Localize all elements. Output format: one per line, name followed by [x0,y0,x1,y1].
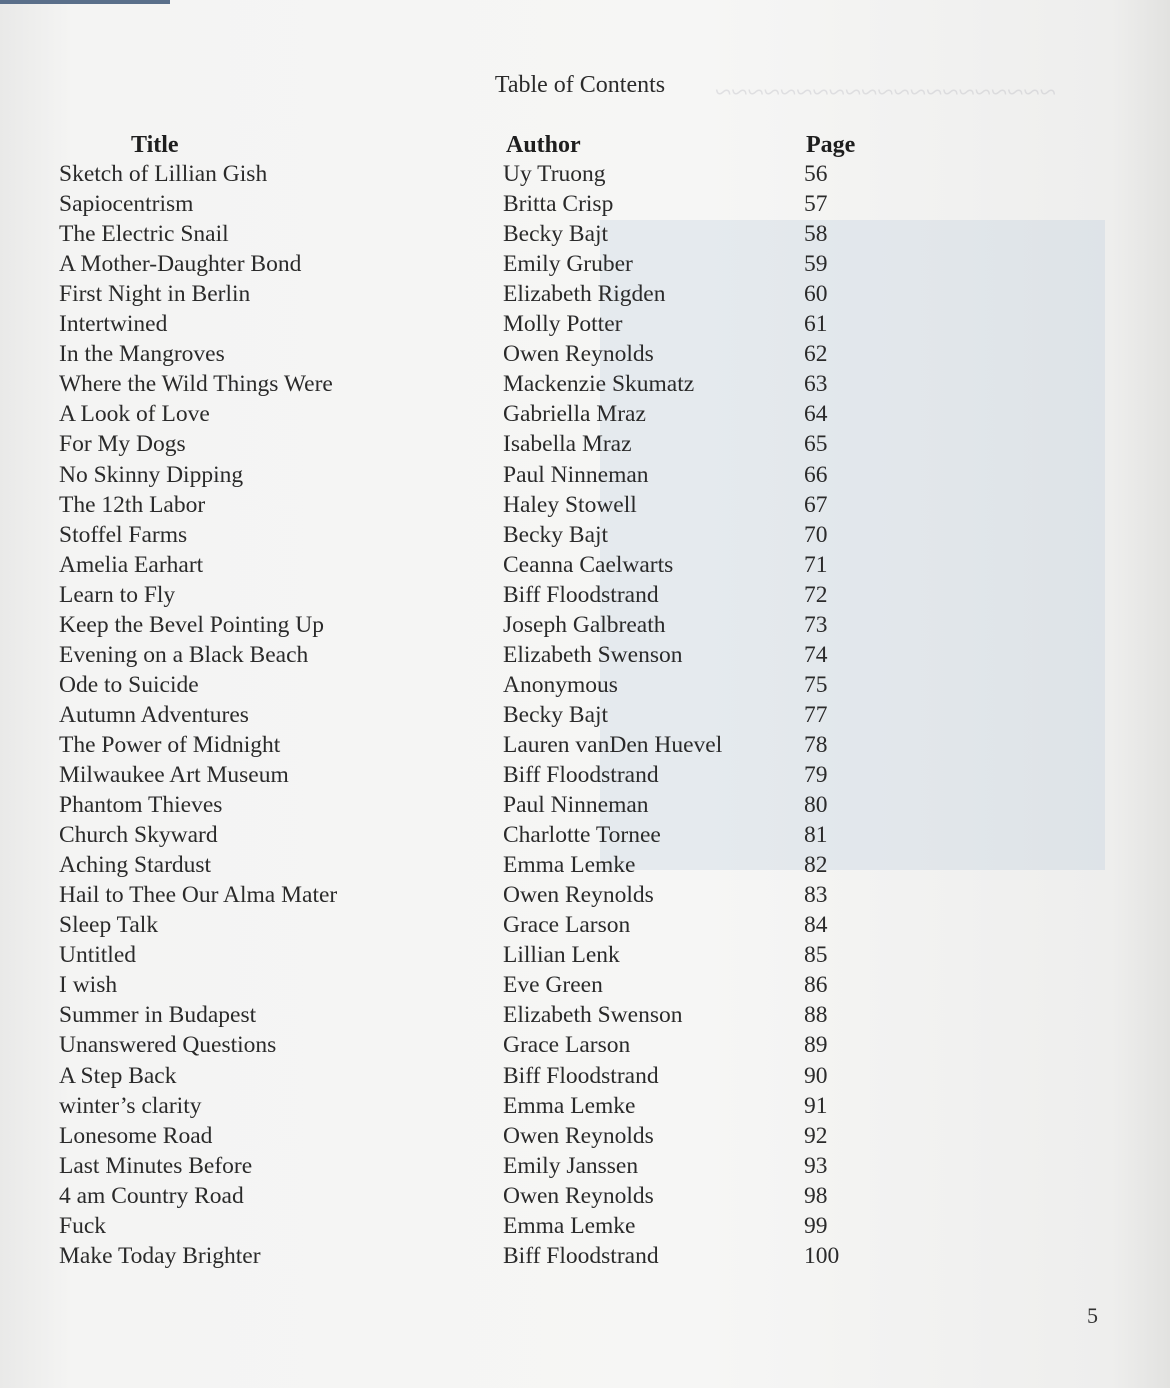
toc-entry [0,492,1170,522]
entry-title: Lonesome Road [59,1122,213,1149]
entry-page: 82 [804,852,828,879]
entry-title: Untitled [59,942,137,969]
toc-entry [0,221,1170,251]
entry-author: Elizabeth Swenson [503,1002,683,1029]
toc-entry [0,1093,1170,1123]
entry-title: I wish [59,972,118,999]
entry-author: Gabriella Mraz [503,401,646,428]
bleed-through-decoration: ~~~~~~~~~~~~~~~~~~~~~ [715,76,1056,109]
entry-author: Biff Floodstrand [503,1242,659,1269]
entry-author: Biff Floodstrand [503,762,659,788]
entry-author: Elizabeth Rigden [503,281,666,308]
toc-entry [0,972,1170,1002]
entry-title: Learn to Fly [59,581,176,608]
toc-entry [0,341,1170,371]
entry-page: 89 [804,1032,828,1059]
entry-title: Summer in Budapest [59,1002,257,1029]
toc-entry [0,582,1170,612]
entry-page: 58 [804,221,828,248]
entry-author: Lillian Lenk [503,942,620,969]
entry-page: 56 [804,161,828,187]
entry-author: Grace Larson [503,1032,631,1059]
toc-entry [0,552,1170,582]
toc-entry [0,161,1170,191]
entry-title: Phantom Thieves [59,792,223,819]
entry-author: Ceanna Caelwarts [503,551,674,578]
entry-page: 99 [804,1212,828,1239]
entry-page: 59 [804,251,828,278]
entry-author: Britta Crisp [503,191,614,218]
toc-entry [0,792,1170,822]
entry-page: 81 [804,822,828,849]
toc-entry [0,732,1170,762]
entry-author: Owen Reynolds [503,1182,654,1209]
toc-entry [0,672,1170,702]
entry-page: 67 [804,491,828,518]
entry-page: 85 [804,942,828,969]
entry-title: Sketch of Lillian Gish [59,161,268,187]
toc-entry [0,191,1170,221]
entry-title: Sleep Talk [59,912,159,939]
entry-title: winter’s clarity [59,1092,202,1119]
toc-entry [0,281,1170,311]
entry-page: 65 [804,431,828,458]
entry-author: Owen Reynolds [503,1122,654,1149]
entry-author: Mackenzie Skumatz [503,371,695,398]
entry-title: Stoffel Farms [59,521,188,548]
page-number: 5 [1087,1303,1098,1328]
entry-author: Emily Gruber [503,251,633,278]
toc-entry [0,1243,1170,1273]
toc-entry [0,522,1170,552]
toc-entry [0,1002,1170,1032]
entry-page: 83 [804,882,828,909]
entry-title: A Mother-Daughter Bond [59,251,302,278]
entry-title: Where the Wild Things Were [59,371,333,398]
entry-title: Milwaukee Art Museum [59,762,289,788]
entry-title: Fuck [59,1212,106,1239]
entry-page: 84 [804,912,828,939]
entry-author: Becky Bajt [503,701,609,728]
entry-title: Amelia Earhart [59,551,204,578]
toc-entry [0,251,1170,281]
entry-page: 100 [804,1242,840,1269]
toc-entry [0,762,1170,792]
entry-title: Church Skyward [59,822,218,849]
toc-entry [0,912,1170,942]
entry-title: Sapiocentrism [59,191,194,218]
entry-title: The Electric Snail [59,221,229,248]
column-header-page: Page [806,132,856,158]
entry-author: Molly Potter [503,311,623,338]
toc-entry [0,642,1170,672]
entry-page: 90 [804,1062,828,1089]
entry-author: Elizabeth Swenson [503,641,683,668]
entry-page: 70 [804,521,828,548]
entry-page: 66 [804,461,828,488]
entry-title: Last Minutes Before [59,1152,253,1179]
entry-page: 77 [804,701,828,728]
entry-page: 92 [804,1122,828,1149]
column-header-title: Title [131,132,179,158]
entry-page: 63 [804,371,828,398]
entry-page: 91 [804,1092,828,1119]
entry-author: Eve Green [503,972,603,999]
entry-page: 57 [804,191,828,218]
entry-page: 64 [804,401,828,428]
entry-author: Owen Reynolds [503,341,654,368]
toc-entry [0,1213,1170,1243]
entry-title: Evening on a Black Beach [59,641,309,668]
entry-author: Emily Janssen [503,1152,639,1179]
entry-author: Haley Stowell [503,491,637,518]
entry-page: 61 [804,311,828,338]
page-edge-stripe [0,0,170,4]
toc-entry [0,702,1170,732]
entry-author: Lauren vanDen Huevel [503,731,723,758]
entry-author: Biff Floodstrand [503,581,659,608]
toc-entry [0,1032,1170,1062]
entry-page: 80 [804,792,828,819]
entry-page: 74 [804,641,828,668]
entry-title: Autumn Adventures [59,701,249,728]
entry-author: Paul Ninneman [503,792,649,819]
entry-title: No Skinny Dipping [59,461,244,488]
toc-entry [0,401,1170,431]
entry-author: Becky Bajt [503,221,609,248]
entry-title: Aching Stardust [59,852,212,879]
entry-title: A Step Back [59,1062,177,1089]
entry-title: Unanswered Questions [59,1032,277,1059]
entry-author: Becky Bajt [503,521,609,548]
entry-author: Grace Larson [503,912,631,939]
toc-entry [0,942,1170,972]
entry-title: Intertwined [59,311,168,338]
toc-entry [0,1153,1170,1183]
toc-entry [0,852,1170,882]
column-header-author: Author [506,132,581,158]
toc-entry [0,462,1170,492]
entry-author: Isabella Mraz [503,431,632,458]
entry-page: 79 [804,762,828,788]
entry-page: 60 [804,281,828,308]
entry-page: 86 [804,972,828,999]
entry-title: Hail to Thee Our Alma Mater [59,882,338,909]
entry-title: A Look of Love [59,401,210,428]
entry-title: Ode to Suicide [59,671,199,698]
entry-title: The Power of Midnight [59,731,281,758]
page-title: Table of Contents [494,72,666,98]
entry-title: First Night in Berlin [59,281,251,308]
entry-author: Owen Reynolds [503,882,654,909]
entry-author: Biff Floodstrand [503,1062,659,1089]
entry-author: Charlotte Tornee [503,822,661,849]
entry-title: 4 am Country Road [59,1182,244,1209]
entry-title: Keep the Bevel Pointing Up [59,611,324,638]
entry-author: Emma Lemke [503,1212,636,1239]
toc-entry [0,1123,1170,1153]
entry-page: 62 [804,341,828,368]
entry-author: Joseph Galbreath [503,611,666,638]
entry-page: 98 [804,1182,828,1209]
entry-title: For My Dogs [59,431,186,458]
entry-title: The 12th Labor [59,491,206,518]
entry-author: Emma Lemke [503,1092,636,1119]
entry-page: 71 [804,551,828,578]
toc-entry [0,311,1170,341]
entry-title: Make Today Brighter [59,1242,261,1269]
entry-author: Anonymous [503,671,618,698]
toc-entry [0,612,1170,642]
entry-title: In the Mangroves [59,341,225,368]
entry-page: 78 [804,731,828,758]
entry-page: 75 [804,671,828,698]
toc-entry [0,1183,1170,1213]
toc-entry [0,1063,1170,1093]
entry-author: Uy Truong [503,161,606,187]
entry-page: 88 [804,1002,828,1029]
toc-entry [0,371,1170,401]
entry-page: 73 [804,611,828,638]
entry-author: Paul Ninneman [503,461,649,488]
entry-page: 93 [804,1152,828,1179]
toc-entry [0,882,1170,912]
toc-entry [0,431,1170,461]
toc-entry [0,822,1170,852]
entry-author: Emma Lemke [503,852,636,879]
entry-page: 72 [804,581,828,608]
